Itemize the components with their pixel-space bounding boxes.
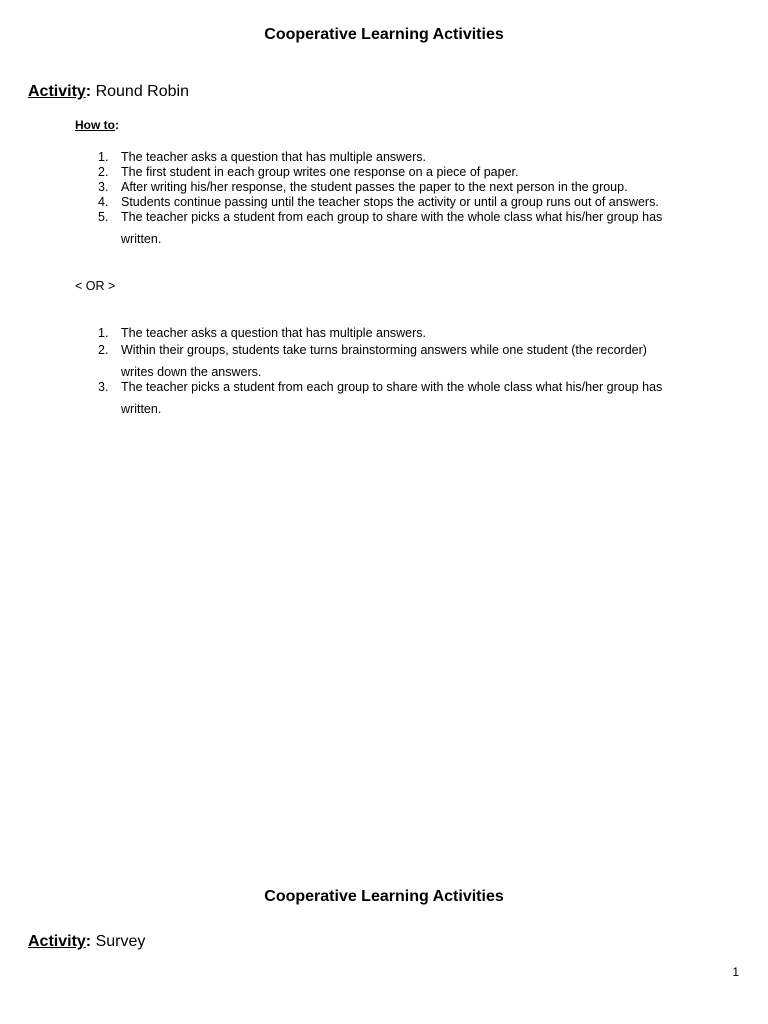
list-item xyxy=(0,326,768,341)
list-item-number: 2. xyxy=(98,343,109,357)
activity-label: Activity xyxy=(28,933,86,950)
list-item-text: Within their groups, students take turns brainstorming answers while one student (the recorder) xyxy=(121,343,647,357)
list-item xyxy=(0,180,768,195)
list-item xyxy=(0,380,768,417)
list-item-number: 2. xyxy=(98,165,109,179)
list-item-text: The teacher asks a question that has multiple answers. xyxy=(121,150,427,164)
list-item-number: 4. xyxy=(98,195,109,209)
howto-heading xyxy=(75,118,119,132)
page-number: 1 xyxy=(732,965,739,979)
list-item-text: The teacher picks a student from each group to share with the whole class what his/her group has xyxy=(121,210,663,224)
activity-name: Round Robin xyxy=(95,83,189,100)
activity-colon: : xyxy=(85,83,92,100)
activity-label: Activity xyxy=(28,83,86,100)
page-title: Cooperative Learning Activities xyxy=(264,26,504,43)
list-item-number: 3. xyxy=(98,380,109,394)
howto-colon: : xyxy=(115,118,119,132)
list-item-text: The teacher asks a question that has multiple answers. xyxy=(121,326,427,340)
page-title-2: Cooperative Learning Activities xyxy=(264,888,504,905)
list-item-text-continued: written. xyxy=(121,402,162,416)
activity-colon: : xyxy=(85,933,92,950)
list-item-number: 1. xyxy=(98,326,109,340)
steps-list-1 xyxy=(0,150,768,247)
list-item-number: 5. xyxy=(98,210,109,224)
activity-heading-2 xyxy=(28,933,145,951)
list-item-text-continued: writes down the answers. xyxy=(121,365,262,379)
list-item-text: The teacher picks a student from each group to share with the whole class what his/her group has xyxy=(121,380,663,394)
activity-heading xyxy=(28,83,189,101)
list-item-text: The first student in each group writes one response on a piece of paper. xyxy=(121,165,519,179)
activity-name: Survey xyxy=(95,933,146,950)
list-item-number: 1. xyxy=(98,150,109,164)
steps-list-2 xyxy=(0,326,768,417)
list-item xyxy=(0,150,768,165)
list-item-number: 3. xyxy=(98,180,109,194)
list-item xyxy=(0,210,768,247)
list-item xyxy=(0,343,768,380)
list-item xyxy=(0,165,768,180)
list-item-text: After writing his/her response, the student passes the paper to the next person in the group. xyxy=(121,180,628,194)
list-item-text-continued: written. xyxy=(121,232,162,246)
howto-label: How to xyxy=(75,118,115,132)
list-item-text: Students continue passing until the teacher stops the activity or until a group runs out of answers. xyxy=(121,195,659,209)
list-item xyxy=(0,195,768,210)
or-separator: < OR > xyxy=(75,279,116,293)
